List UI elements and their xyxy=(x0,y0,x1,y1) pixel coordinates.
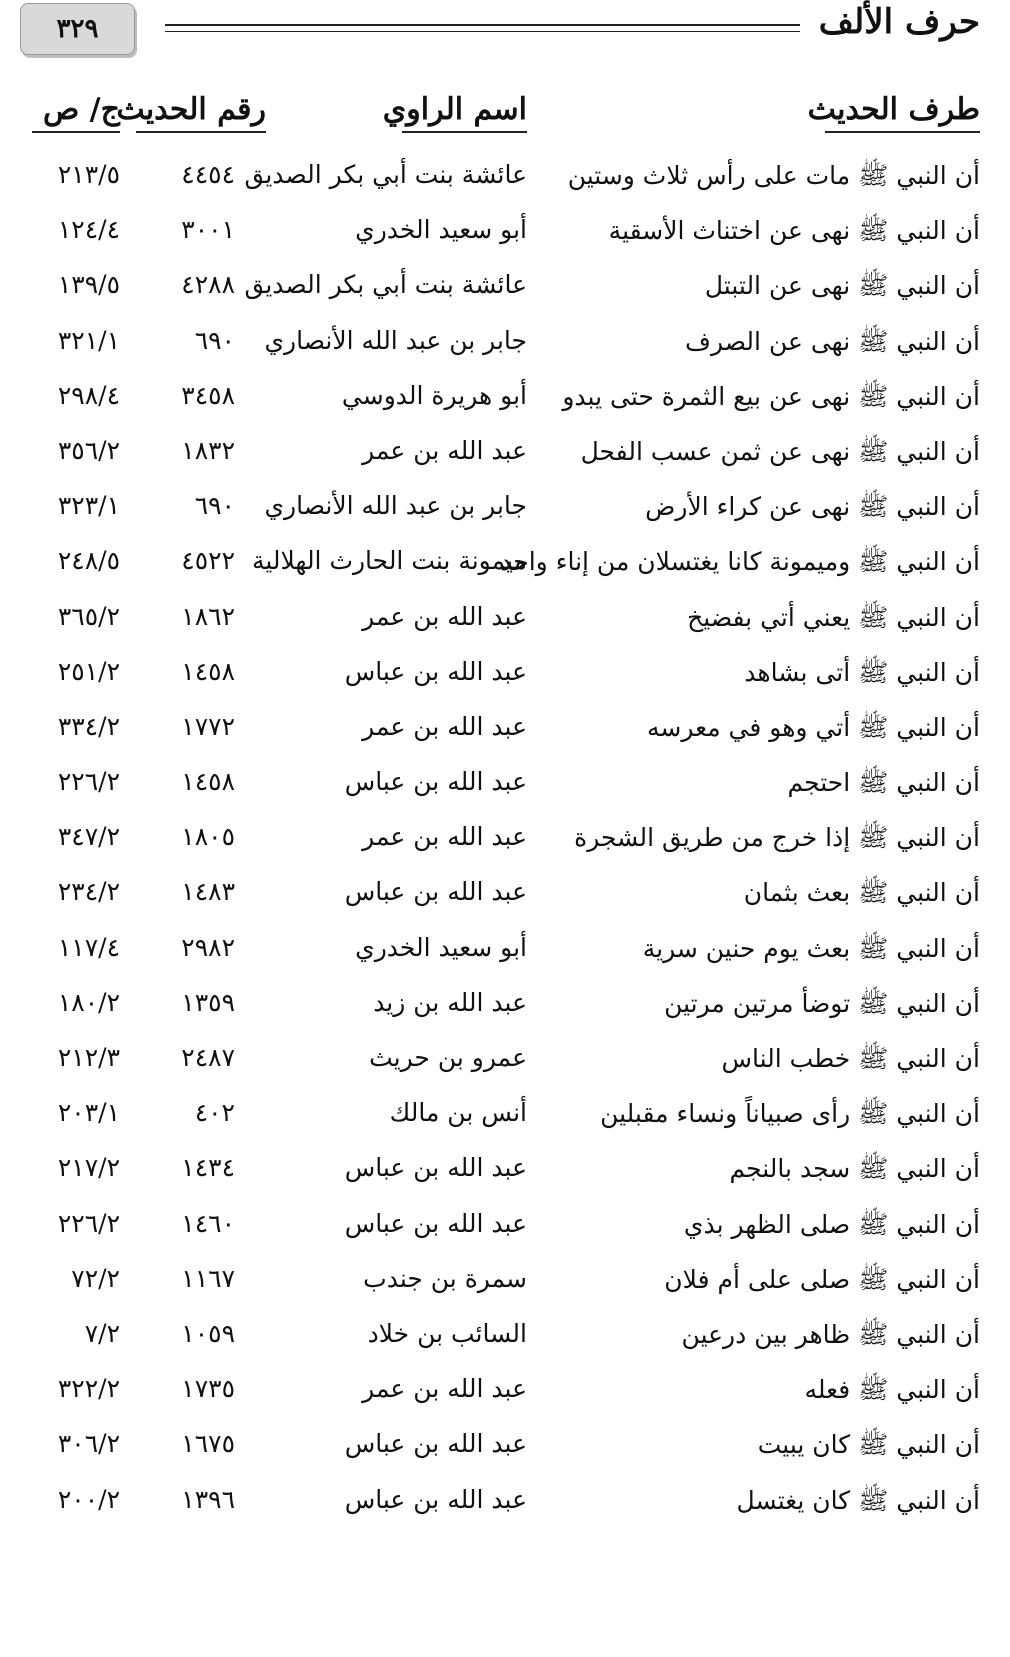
hadith-number: ١١٦٧ xyxy=(181,1263,235,1293)
hadith-number: ٢٩٨٢ xyxy=(181,932,235,962)
header-rule-thin xyxy=(165,31,800,32)
column-header-narrator: اسم الراوي xyxy=(402,92,527,133)
volume-page: ١٣٩/٥ xyxy=(57,270,120,300)
hadith-number: ١٠٥٩ xyxy=(181,1318,235,1348)
hadith-phrase: أن النبي ﷺ أتى بشاهد xyxy=(744,657,980,687)
table-row xyxy=(0,1311,1010,1366)
narrator-name: عبد الله بن زيد xyxy=(373,987,527,1017)
narrator-name: أبو هريرة الدوسي xyxy=(341,380,527,410)
narrator-name: عبد الله بن عباس xyxy=(344,767,527,797)
hadith-number: ١٨٠٥ xyxy=(181,822,235,852)
narrator-name: جابر بن عبد الله الأنصاري xyxy=(264,491,527,521)
hadith-phrase: أن النبي ﷺ يعني أتي بفضيخ xyxy=(687,602,980,632)
volume-page: ٢٥١/٢ xyxy=(57,656,120,686)
volume-page: ٢٠٠/٢ xyxy=(57,1484,120,1514)
hadith-phrase: أن النبي ﷺ إذا خرج من طريق الشجرة xyxy=(574,823,980,853)
volume-page: ١٨٠/٢ xyxy=(57,987,120,1017)
table-row xyxy=(0,814,1010,869)
hadith-phrase: أن النبي ﷺ نهى عن اختناث الأسقية xyxy=(608,216,980,246)
table-row xyxy=(0,1256,1010,1311)
volume-page: ٢٣٤/٢ xyxy=(57,877,120,907)
hadith-phrase: أن النبي ﷺ نهى عن التبتل xyxy=(704,271,980,301)
hadith-number: ٤٤٥٤ xyxy=(181,160,235,189)
hadith-phrase: أن النبي ﷺ وميمونة كانا يغتسلان من إناء واحد xyxy=(500,547,980,577)
column-header-volume-page: ج/ ص xyxy=(32,92,120,133)
volume-page: ١١٧/٤ xyxy=(57,932,120,962)
hadith-phrase: أن النبي ﷺ ظاهر بين درعين xyxy=(681,1319,980,1349)
table-row xyxy=(0,1201,1010,1256)
table-row xyxy=(0,925,1010,980)
table-row xyxy=(0,980,1010,1035)
table-row xyxy=(0,318,1010,373)
table-row xyxy=(0,262,1010,317)
table-row xyxy=(0,1090,1010,1145)
hadith-number: ٤٠٢ xyxy=(194,1098,235,1128)
hadith-number: ٣٠٠١ xyxy=(181,215,235,245)
volume-page: ٣٥٦/٢ xyxy=(57,435,120,465)
narrator-name: عبد الله بن عباس xyxy=(344,1484,527,1514)
hadith-phrase: أن النبي ﷺ نهى عن الصرف xyxy=(685,326,980,356)
chapter-title: حرف الألف xyxy=(818,2,980,42)
narrator-name: عبد الله بن عباس xyxy=(344,877,527,907)
volume-page: ٢٠٣/١ xyxy=(57,1098,120,1128)
table-row xyxy=(0,649,1010,704)
table-row xyxy=(0,704,1010,759)
hadith-phrase: أن النبي ﷺ نهى عن كراء الأرض xyxy=(645,492,980,522)
column-header-hadith-number: رقم الحديث xyxy=(136,92,266,133)
table-row xyxy=(0,1035,1010,1090)
narrator-name: عبد الله بن عمر xyxy=(362,822,527,852)
narrator-name: عبد الله بن عباس xyxy=(344,656,527,686)
volume-page: ٢٩٨/٤ xyxy=(57,380,120,410)
hadith-phrase: أن النبي ﷺ بعث يوم حنين سرية xyxy=(642,933,980,963)
narrator-name: السائب بن خلاد xyxy=(367,1318,527,1348)
hadith-index-table xyxy=(0,152,1010,1532)
narrator-name: سمرة بن جندب xyxy=(363,1263,527,1293)
volume-page: ٢١٢/٣ xyxy=(57,1043,120,1072)
volume-page: ٣٣٤/٢ xyxy=(57,711,120,741)
table-row xyxy=(0,869,1010,924)
column-header-hadith-phrase: طرف الحديث xyxy=(825,92,980,133)
header-rule xyxy=(165,24,800,26)
hadith-number: ١٤٣٤ xyxy=(181,1153,235,1183)
volume-page: ٢١٧/٢ xyxy=(57,1153,120,1183)
column-headers xyxy=(0,92,1010,144)
hadith-number: ١٦٧٥ xyxy=(181,1429,235,1459)
volume-page: ٣٦٥/٢ xyxy=(57,601,120,631)
volume-page: ٢٤٨/٥ xyxy=(57,546,120,576)
table-row xyxy=(0,152,1010,207)
hadith-number: ٢٤٨٧ xyxy=(181,1043,235,1072)
hadith-phrase: أن النبي ﷺ أتي وهو في معرسه xyxy=(647,712,980,742)
volume-page: ٣٢٣/١ xyxy=(57,491,120,521)
hadith-number: ١٤٥٨ xyxy=(181,767,235,797)
volume-page: ٣٠٦/٢ xyxy=(57,1429,120,1459)
table-row xyxy=(0,1477,1010,1532)
hadith-phrase: أن النبي ﷺ نهى عن بيع الثمرة حتى يبدو xyxy=(562,381,980,411)
hadith-number: ١٣٩٦ xyxy=(181,1484,235,1514)
hadith-phrase: أن النبي ﷺ مات على رأس ثلاث وستين xyxy=(567,161,980,190)
hadith-phrase: أن النبي ﷺ رأى صبياناً ونساء مقبلين xyxy=(600,1099,980,1129)
narrator-name: عبد الله بن عمر xyxy=(362,711,527,741)
volume-page: ٧٢/٢ xyxy=(71,1263,120,1293)
page-number: ٣٢٩ xyxy=(20,3,135,55)
volume-page: ١٢٤/٤ xyxy=(57,215,120,245)
volume-page: ٣٢١/١ xyxy=(57,325,120,355)
narrator-name: عائشة بنت أبي بكر الصديق xyxy=(244,270,527,300)
hadith-number: ٣٤٥٨ xyxy=(181,380,235,410)
hadith-number: ٤٢٨٨ xyxy=(181,270,235,300)
narrator-name: ميمونة بنت الحارث الهلالية xyxy=(251,546,527,576)
hadith-number: ١٣٥٩ xyxy=(181,987,235,1017)
volume-page: ٢٢٦/٢ xyxy=(57,1208,120,1238)
narrator-name: عمرو بن حريث xyxy=(369,1043,527,1072)
volume-page: ٢١٣/٥ xyxy=(57,160,120,189)
narrator-name: أبو سعيد الخدري xyxy=(355,932,527,962)
volume-page: ٧/٢ xyxy=(84,1318,120,1348)
hadith-number: ١٧٧٢ xyxy=(181,711,235,741)
hadith-phrase: أن النبي ﷺ احتجم xyxy=(787,768,980,798)
narrator-name: عبد الله بن عمر xyxy=(362,601,527,631)
hadith-phrase: أن النبي ﷺ خطب الناس xyxy=(721,1044,980,1073)
hadith-phrase: أن النبي ﷺ صلى على أم فلان xyxy=(664,1264,980,1294)
table-row xyxy=(0,1366,1010,1421)
hadith-number: ١٤٦٠ xyxy=(181,1208,235,1238)
narrator-name: عبد الله بن عباس xyxy=(344,1153,527,1183)
table-row xyxy=(0,538,1010,593)
hadith-phrase: أن النبي ﷺ سجد بالنجم xyxy=(729,1154,980,1184)
volume-page: ٣٢٢/٢ xyxy=(57,1374,120,1404)
hadith-phrase: أن النبي ﷺ صلى الظهر بذي xyxy=(683,1209,980,1239)
hadith-phrase: أن النبي ﷺ فعله xyxy=(804,1375,980,1405)
table-row xyxy=(0,759,1010,814)
table-row xyxy=(0,373,1010,428)
hadith-number: ١٤٨٣ xyxy=(181,877,235,907)
volume-page: ٢٢٦/٢ xyxy=(57,767,120,797)
hadith-number: ١٨٣٢ xyxy=(181,435,235,465)
narrator-name: عبد الله بن عمر xyxy=(362,435,527,465)
table-row xyxy=(0,1145,1010,1200)
narrator-name: أبو سعيد الخدري xyxy=(355,215,527,245)
narrator-name: أنس بن مالك xyxy=(389,1098,527,1128)
volume-page: ٣٤٧/٢ xyxy=(57,822,120,852)
hadith-number: ٦٩٠ xyxy=(194,491,235,521)
hadith-phrase: أن النبي ﷺ نهى عن ثمن عسب الفحل xyxy=(580,436,980,466)
narrator-name: جابر بن عبد الله الأنصاري xyxy=(264,325,527,355)
hadith-phrase: أن النبي ﷺ بعث بثمان xyxy=(743,878,980,908)
narrator-name: عبد الله بن عباس xyxy=(344,1208,527,1238)
narrator-name: عبد الله بن عمر xyxy=(362,1374,527,1404)
hadith-number: ٦٩٠ xyxy=(194,325,235,355)
page-header xyxy=(0,0,1010,70)
hadith-number: ١٤٥٨ xyxy=(181,656,235,686)
narrator-name: عبد الله بن عباس xyxy=(344,1429,527,1459)
hadith-phrase: أن النبي ﷺ توضأ مرتين مرتين xyxy=(664,988,980,1018)
table-row xyxy=(0,207,1010,262)
hadith-number: ١٧٣٥ xyxy=(181,1374,235,1404)
hadith-phrase: أن النبي ﷺ كان يغتسل xyxy=(736,1485,980,1515)
table-row xyxy=(0,1421,1010,1476)
table-row xyxy=(0,428,1010,483)
hadith-number: ٤٥٢٢ xyxy=(181,546,235,576)
table-row xyxy=(0,483,1010,538)
hadith-phrase: أن النبي ﷺ كان يبيت xyxy=(757,1430,980,1460)
hadith-number: ١٨٦٢ xyxy=(181,601,235,631)
narrator-name: عائشة بنت أبي بكر الصديق xyxy=(244,160,527,189)
table-row xyxy=(0,594,1010,649)
